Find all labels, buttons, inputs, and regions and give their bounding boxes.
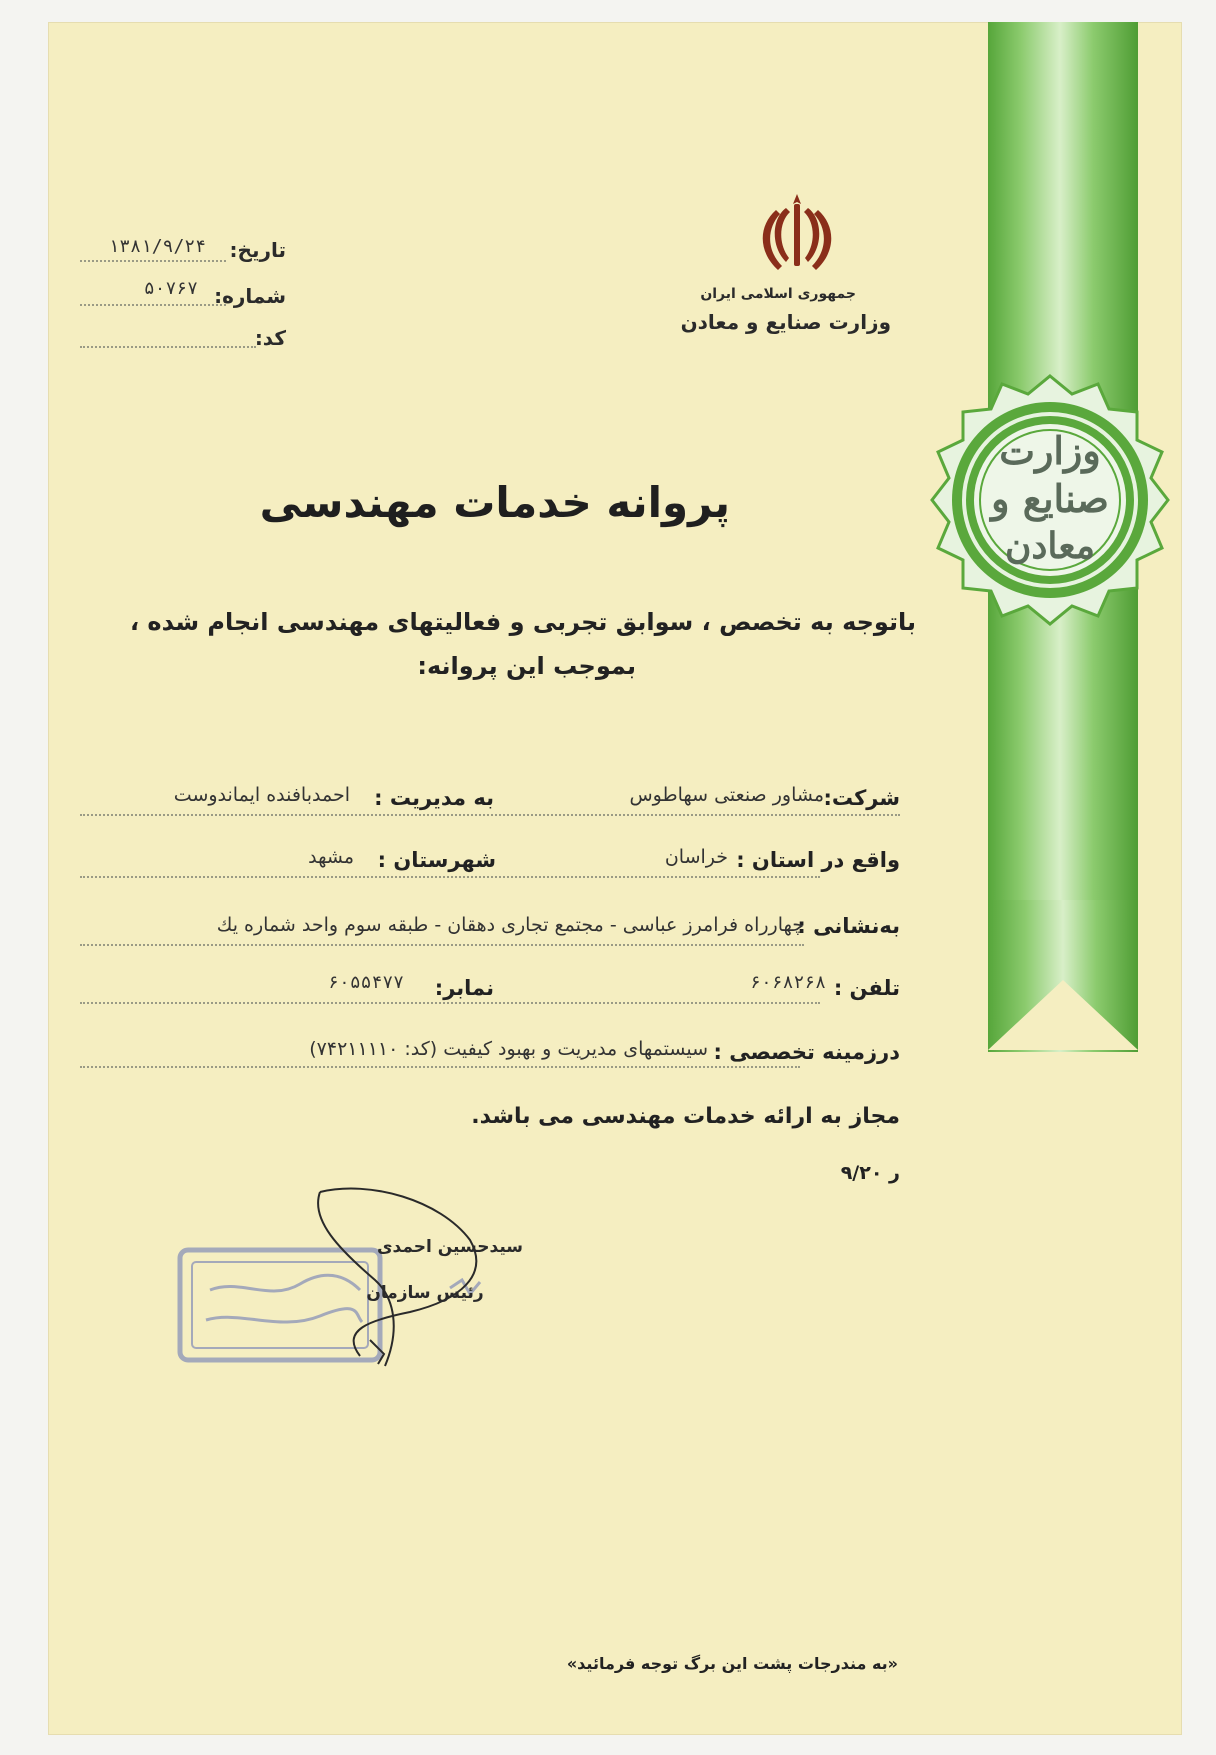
seal-line-2: صنایع و — [991, 476, 1109, 521]
signature-stamp-block — [170, 1180, 530, 1380]
certificate-title: پروانه خدمات مهندسی — [259, 478, 730, 527]
phone-label: تلفن : — [833, 976, 900, 1000]
intro-line-1: باتوجه به تخصص ، سوابق تجربی و فعالیتهای مهندسی انجام شده ، — [129, 608, 916, 636]
phone-value: ۶۰۶۸۲۶۸ — [750, 972, 826, 993]
signatory-position: رئیس سازمان — [366, 1283, 484, 1303]
ministry-seal — [922, 372, 1178, 628]
specialty-value: سیستمهای مدیریت و بهبود کیفیت (کد: ۷۴۲۱۱۱۱۰) — [309, 1038, 708, 1060]
code-dotted-line — [80, 346, 256, 348]
city-value: مشهد — [308, 846, 354, 868]
back-page-note: «به مندرجات پشت این برگ توجه فرمائید» — [566, 1654, 898, 1673]
company-dotted-line — [80, 814, 900, 816]
date-label: تاریخ: — [229, 238, 286, 262]
company-label: شرکت: — [823, 786, 900, 810]
province-dotted-line — [80, 876, 820, 878]
city-label: شهرستان : — [377, 848, 496, 872]
specialty-dotted-line — [80, 1066, 800, 1068]
number-dotted-line — [80, 304, 226, 306]
code-label: کد: — [254, 326, 286, 350]
seal-line-1: وزارت — [999, 428, 1101, 473]
specialty-label: درزمینه تخصصی : — [713, 1040, 900, 1064]
iran-emblem-icon — [756, 190, 838, 276]
date-dotted-line — [80, 260, 226, 262]
province-value: خراسان — [664, 846, 728, 868]
company-value: مشاور صنعتی سهاطوس — [629, 784, 824, 806]
fax-label: نمابر: — [434, 976, 494, 1000]
fax-value: ۶۰۵۵۴۷۷ — [328, 972, 404, 993]
manager-value: احمدبافنده ایماندوست — [173, 784, 350, 806]
phone-dotted-line — [80, 1002, 820, 1004]
address-dotted-line — [80, 944, 804, 946]
province-label: واقع در استان : — [736, 848, 900, 872]
closing-statement: مجاز به ارائه خدمات مهندسی می باشد. — [471, 1104, 900, 1129]
form-code: ر ۹/۲۰ — [840, 1162, 900, 1184]
signatory-name: سیدحسین احمدی — [376, 1237, 524, 1257]
intro-line-2: بموجب این پروانه: — [417, 652, 636, 680]
number-value: ۵۰۷۶۷ — [143, 278, 198, 299]
manager-label: به مدیریت : — [374, 786, 494, 810]
country-name: جمهوری اسلامی ایران — [700, 286, 856, 302]
date-value: ۱۳۸۱/۹/۲۴ — [108, 236, 206, 257]
address-label: به‌نشانی : — [797, 914, 900, 938]
number-label: شماره: — [214, 284, 286, 308]
address-value: چهارراه فرامرز عباسی - مجتمع تجاری دهقان - طبقه سوم واحد شماره یك — [216, 914, 804, 936]
ribbon-tail — [988, 900, 1138, 1050]
seal-line-3: معادن — [1004, 525, 1096, 567]
ministry-name: وزارت صنایع و معادن — [680, 310, 891, 334]
